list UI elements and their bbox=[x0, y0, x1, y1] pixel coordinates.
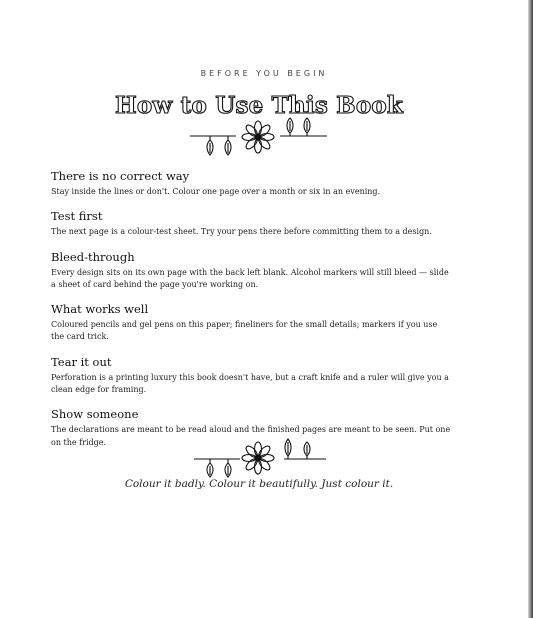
section-heading: What works well bbox=[51, 302, 149, 317]
section-test-first bbox=[51, 209, 451, 238]
section-no-correct-way bbox=[51, 169, 451, 198]
section-heading: There is no correct way bbox=[51, 169, 190, 183]
section-kicker: BEFORE YOU BEGIN bbox=[200, 69, 328, 78]
section-body: Perforation is a printing luxury this book doesn't have, but a craft knife and a ruler will give you a clean edge for framing. bbox=[51, 372, 449, 395]
section-body: Coloured pencils and gel pens on this paper; fineliners for the small details; markers if you use the card trick. bbox=[51, 320, 438, 342]
flower-garland-icon bbox=[190, 437, 335, 479]
section-heading: Test first bbox=[51, 209, 103, 224]
section-heading: Tear it out bbox=[51, 354, 112, 369]
section-heading: Bleed-through bbox=[51, 249, 135, 264]
section-tear-it-out bbox=[51, 355, 451, 397]
section-body: The next page is a colour-test sheet. Try your pens there before committing them to a design. bbox=[51, 227, 432, 237]
section-body: The declarations are meant to be read aloud and the finished pages are meant to be seen. Put one on the fridge. bbox=[51, 425, 451, 447]
page-title: How to Use This Book bbox=[114, 92, 404, 119]
section-bleed-through bbox=[51, 250, 451, 292]
section-body: Every design sits on its own page with the back left blank. Alcohol markers will still bleed — slide a sheet of card behind the page you're working on. bbox=[51, 267, 449, 289]
section-body: Stay inside the lines or don't. Colour one page over a month or six in an evening. bbox=[51, 187, 381, 196]
flower-garland-icon bbox=[186, 117, 331, 159]
page-edge-shadow bbox=[528, 0, 533, 618]
instruction-sections bbox=[51, 169, 451, 460]
section-what-works-well bbox=[51, 302, 451, 344]
closing-line: Colour it badly. Colour it beautifully. Just colour it. bbox=[124, 478, 394, 490]
section-heading: Show someone bbox=[51, 407, 139, 422]
